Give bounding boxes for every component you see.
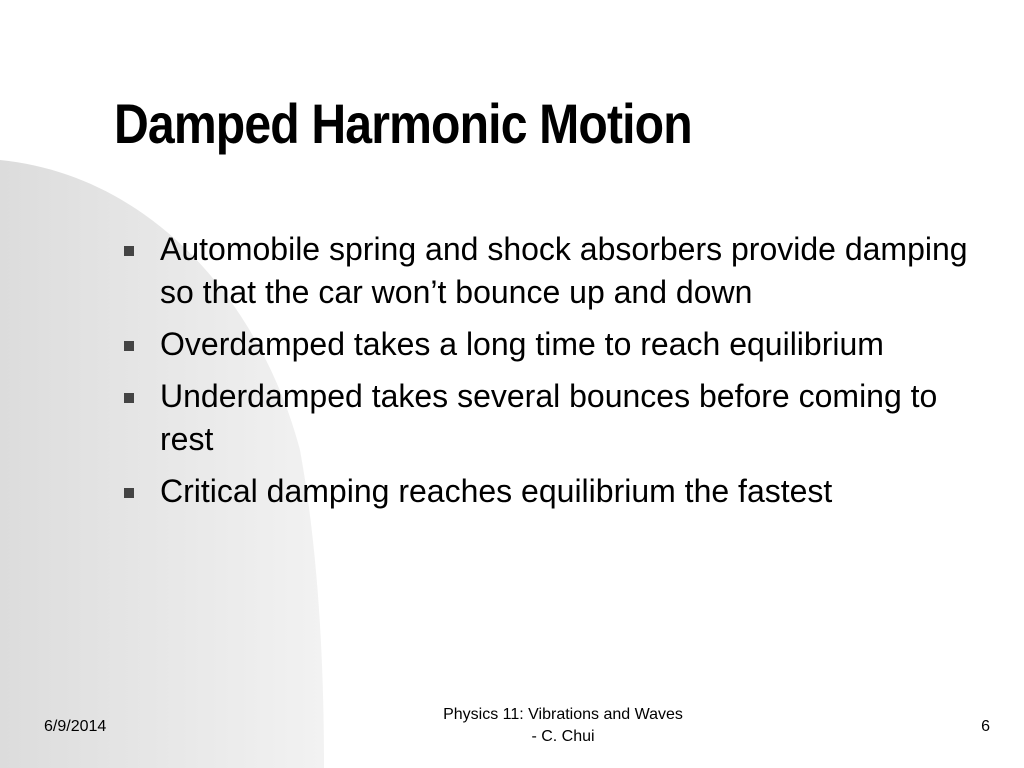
bullet-item bbox=[122, 228, 980, 314]
bullet-text: Overdamped takes a long time to reach equilibrium bbox=[160, 326, 884, 362]
square-bullet-icon bbox=[124, 246, 134, 256]
page-number: 6 bbox=[981, 718, 990, 735]
footer-date: 6/9/2014 bbox=[44, 718, 107, 735]
bullet-item bbox=[122, 470, 980, 513]
bullet-item bbox=[122, 323, 980, 366]
bullet-text: Automobile spring and shock absorbers provide damping so that the car won’t bounce up and down bbox=[160, 231, 968, 310]
bullet-item bbox=[122, 375, 980, 461]
footer-course-line: Physics 11: Vibrations and Waves bbox=[443, 706, 683, 723]
bullet-text: Critical damping reaches equilibrium the fastest bbox=[160, 473, 833, 509]
bullet-text: Underdamped takes several bounces before coming to rest bbox=[160, 378, 938, 457]
square-bullet-icon bbox=[124, 393, 134, 403]
square-bullet-icon bbox=[124, 341, 134, 351]
bullet-list bbox=[122, 228, 982, 522]
square-bullet-icon bbox=[124, 488, 134, 498]
footer-author-line: - C. Chui bbox=[531, 728, 595, 745]
footer-course-title bbox=[398, 704, 728, 748]
slide-title: Damped Harmonic Motion bbox=[114, 92, 692, 155]
